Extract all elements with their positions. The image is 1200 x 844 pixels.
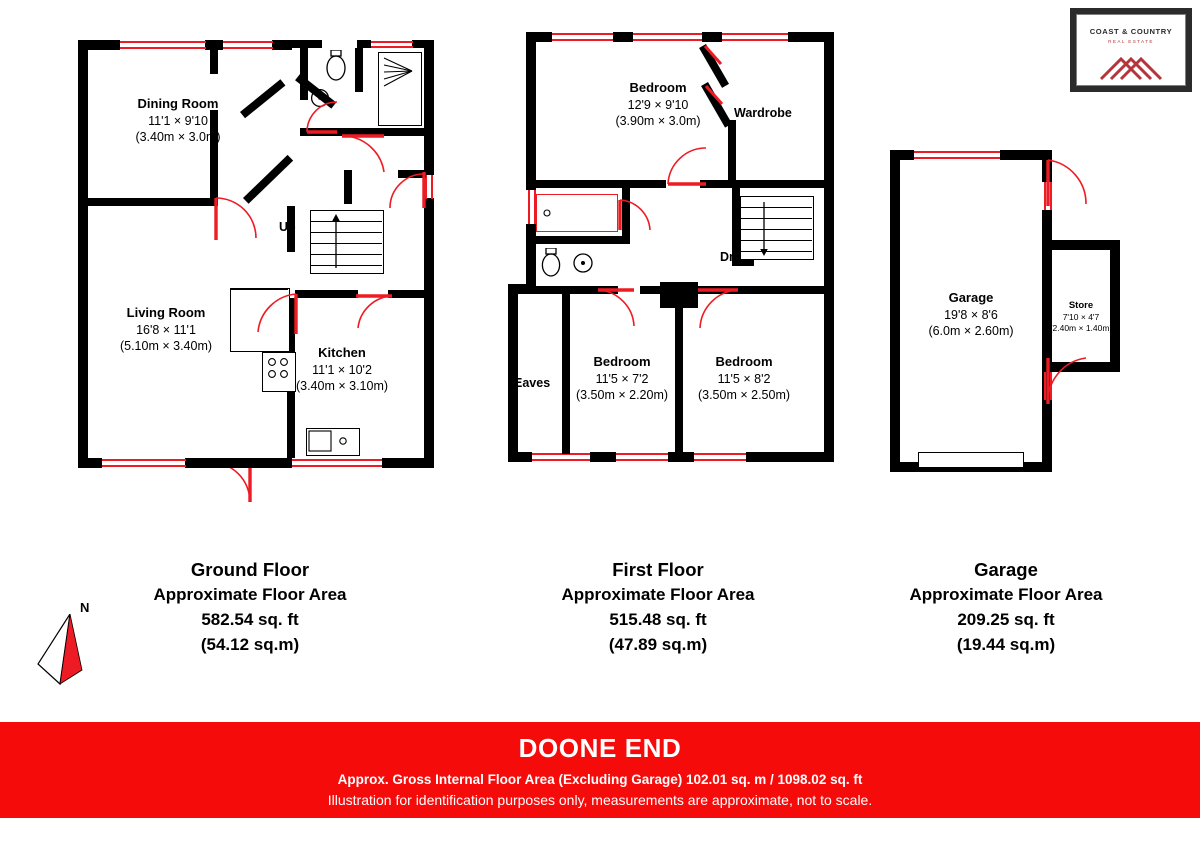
room-dim-metric: (3.40m × 3.0m) (135, 129, 221, 144)
stair-tread (310, 243, 382, 244)
room-name: Garage (948, 290, 994, 305)
window-kitchen-bottom-b (292, 465, 382, 467)
wall-hall-right-mid (344, 170, 352, 204)
window-hall-top (223, 41, 273, 43)
footer-banner (0, 722, 1200, 818)
wall-hall-left-upper2 (210, 48, 218, 74)
wall-ff-bed1-bottom-b (700, 180, 824, 188)
caption-line2: Approximate Floor Area (153, 585, 347, 604)
caption-line2: Approximate Floor Area (561, 585, 755, 604)
caption-line2: Approximate Floor Area (909, 585, 1103, 604)
wall-kitchen-top (300, 290, 358, 298)
wall-ff-left-upper (526, 32, 536, 190)
room-dim-metric: (2.40m × 1.40m) (1049, 322, 1113, 333)
wall-ff-left-bottom-vert (508, 284, 518, 462)
door-bedroom2 (596, 288, 636, 328)
room-label-dining (104, 96, 252, 145)
door-bathroom (340, 134, 386, 174)
window-ff-bottom-c (694, 453, 746, 455)
room-label-store (1040, 300, 1122, 333)
caption-first-floor (513, 556, 803, 657)
wall-ff-bottom-a (508, 452, 532, 462)
wall-exterior-top-right-b (292, 40, 322, 48)
window-hall-top-b (223, 47, 273, 49)
window-ff-bottom-b2 (616, 459, 668, 461)
wall-exterior-left (78, 40, 88, 468)
window-bath-top-b (371, 46, 413, 48)
window-ff-bottom-a (532, 453, 590, 455)
window-dining-top (120, 41, 206, 43)
wall-ff-bottom-b (590, 452, 616, 462)
wall-garage-top-a (890, 150, 914, 160)
basin-icon-ff (572, 252, 594, 274)
door-store-side (1046, 356, 1090, 406)
wall-exterior-top-right-c (357, 40, 371, 48)
stair-tread (310, 221, 382, 222)
wall-ff-eaves-top (518, 286, 570, 294)
window-ff-left-side (528, 190, 530, 224)
room-dim-imperial: 11'5 × 7'2 (595, 371, 649, 386)
window-bath-top (371, 41, 413, 43)
garage-door-opening (918, 452, 1024, 468)
room-dim-metric: (3.50m × 2.50m) (697, 387, 791, 402)
stair-tread (310, 254, 382, 255)
wall-entry-jamb (209, 458, 275, 468)
room-dim-imperial: 11'5 × 8'2 (717, 371, 771, 386)
room-dim-imperial: 19'8 × 8'6 (944, 307, 998, 322)
door-bedroom3 (696, 288, 740, 330)
window-living-bottom-b (102, 465, 186, 467)
door-dining (214, 196, 260, 242)
wall-ff-top-b (613, 32, 633, 42)
property-title: DOONE END (518, 733, 682, 763)
door-garage-side (1046, 158, 1090, 208)
room-name: Bedroom (715, 354, 773, 369)
stair-dn-label: Dn (720, 250, 737, 264)
stair-tread (740, 251, 812, 252)
caption-title: First Floor (612, 559, 704, 580)
footer-disclaimer: Illustration for identification purposes only, measurements are approximate, not to scale. (327, 792, 873, 808)
wall-ff-left-lower (526, 224, 536, 284)
room-name: Bedroom (593, 354, 651, 369)
wall-exterior-bottom-right-a (274, 458, 292, 468)
caption-line3: 582.54 sq. ft (201, 609, 299, 629)
room-dim-metric: (3.90m × 3.0m) (615, 113, 701, 128)
wall-exterior-bottom-left (78, 458, 102, 468)
room-name: Dining Room (137, 96, 219, 111)
room-label-kitchen (268, 345, 416, 394)
window-living-bottom (102, 459, 186, 461)
wall-ff-landing-bottom-b (726, 286, 824, 294)
toilet-icon (324, 50, 348, 84)
window-ff-top-a2 (552, 39, 613, 41)
caption-line4: (47.89 sq.m) (608, 634, 708, 654)
shower-head-icon (382, 56, 416, 88)
wall-exterior-right (424, 40, 434, 175)
stair-tread (740, 218, 812, 219)
wall-ff-top-c (702, 32, 722, 42)
caption-ground-floor (105, 556, 395, 657)
wardrobe-label: Wardrobe (734, 106, 792, 120)
door-hall-right (388, 170, 426, 210)
window-ff-top-a (552, 33, 613, 35)
wall-ff-bath-bottom (536, 236, 630, 244)
stair-tread (740, 207, 812, 208)
wall-dining-living-divider (88, 198, 210, 206)
door-wardrobe-a (703, 44, 723, 66)
window-garage-top-b (914, 157, 1000, 159)
stair-tread (740, 229, 812, 230)
room-dim-metric: (5.10m × 3.40m) (119, 338, 213, 353)
wall-ff-wardrobe-right (728, 120, 736, 184)
footer-gross-area: Approx. Gross Internal Floor Area (Excluding Garage) 102.01 sq. m / 1098.02 sq. ft (337, 772, 863, 787)
compass-north-label: N (80, 600, 90, 615)
window-garage-top (914, 151, 1000, 153)
caption-line4: (19.44 sq.m) (956, 634, 1056, 654)
window-ff-top-b (633, 33, 702, 35)
window-kitchen-bottom (292, 459, 382, 461)
wall-exterior-top-right-a (272, 40, 292, 50)
wall-store-top (1042, 240, 1120, 250)
caption-garage (861, 556, 1151, 657)
bath-tap-icon (540, 206, 554, 220)
window-ff-top-c (722, 33, 788, 35)
stair-up-label: Up (279, 220, 296, 234)
window-ff-bottom-c2 (694, 459, 746, 461)
window-side-right-b (431, 175, 433, 199)
logo-company-name: COAST & COUNTRY (1089, 27, 1173, 36)
ground-floor-plan (0, 0, 470, 520)
caption-line3: 515.48 sq. ft (609, 609, 707, 629)
room-dim-imperial: 7'10 × 4'7 (1062, 311, 1100, 322)
garage-plan (870, 0, 1170, 520)
room-name: Bedroom (629, 80, 687, 95)
living-recess-line (230, 288, 288, 290)
compass (36, 600, 108, 696)
wall-exterior-bottom-right-b (382, 458, 434, 468)
window-dining-top-b (120, 47, 206, 49)
room-label-garage (896, 290, 1046, 339)
logo-tagline: REAL ESTATE (1108, 39, 1154, 44)
room-dim-imperial: 11'1 × 10'2 (312, 362, 372, 377)
window-ff-top-b2 (633, 39, 702, 41)
door-kitchen (354, 294, 394, 334)
stair-direction-arrow-down (758, 200, 770, 256)
wall-bath-left (355, 48, 363, 92)
wall-garage-right-lower (1042, 400, 1052, 472)
compass-needle-icon (36, 614, 108, 696)
window-ff-bottom-b (616, 453, 668, 455)
caption-title: Ground Floor (190, 559, 310, 580)
wall-ff-bed1-bottom (536, 180, 666, 188)
caption-title: Garage (974, 559, 1038, 580)
room-name: Living Room (126, 305, 206, 320)
room-dim-imperial: 11'1 × 9'10 (148, 113, 208, 128)
stair-direction-arrow (330, 214, 342, 270)
wall-ff-right (824, 32, 834, 462)
room-label-living (92, 305, 240, 354)
wall-wc-left (300, 48, 308, 100)
eaves-label: Eaves (514, 376, 551, 390)
door-living (252, 292, 298, 338)
room-dim-imperial: 12'9 × 9'10 (627, 97, 689, 112)
window-ff-top-c2 (722, 39, 788, 41)
sink-bowl-icon (308, 430, 356, 452)
window-ff-bottom-a2 (532, 459, 590, 461)
room-name: Store (1068, 300, 1094, 311)
room-label-bedroom1 (578, 80, 738, 129)
room-dim-metric: (3.40m × 3.10m) (295, 378, 389, 393)
room-name: Kitchen (318, 345, 366, 360)
wall-exterior-top-left (78, 40, 120, 50)
caption-line3: 209.25 sq. ft (957, 609, 1055, 629)
first-floor-plan (470, 0, 870, 520)
wall-ff-bottom-d (746, 452, 834, 462)
caption-line4: (54.12 sq.m) (200, 634, 300, 654)
stair-tread (740, 240, 812, 241)
wall-exterior-right-lower (424, 198, 434, 468)
door-bedroom1 (666, 146, 708, 186)
stair-tread (310, 265, 382, 266)
wall-exterior-bottom-mid (185, 458, 209, 468)
room-dim-metric: (3.50m × 2.20m) (575, 387, 669, 402)
room-label-bedroom3 (670, 354, 818, 403)
stair-tread (310, 232, 382, 233)
room-dim-metric: (6.0m × 2.60m) (928, 323, 1014, 338)
toilet-icon-ff (540, 248, 562, 280)
door-wc (305, 100, 339, 134)
door-bathroom-ff (618, 198, 652, 232)
room-dim-imperial: 16'8 × 11'1 (136, 322, 196, 337)
